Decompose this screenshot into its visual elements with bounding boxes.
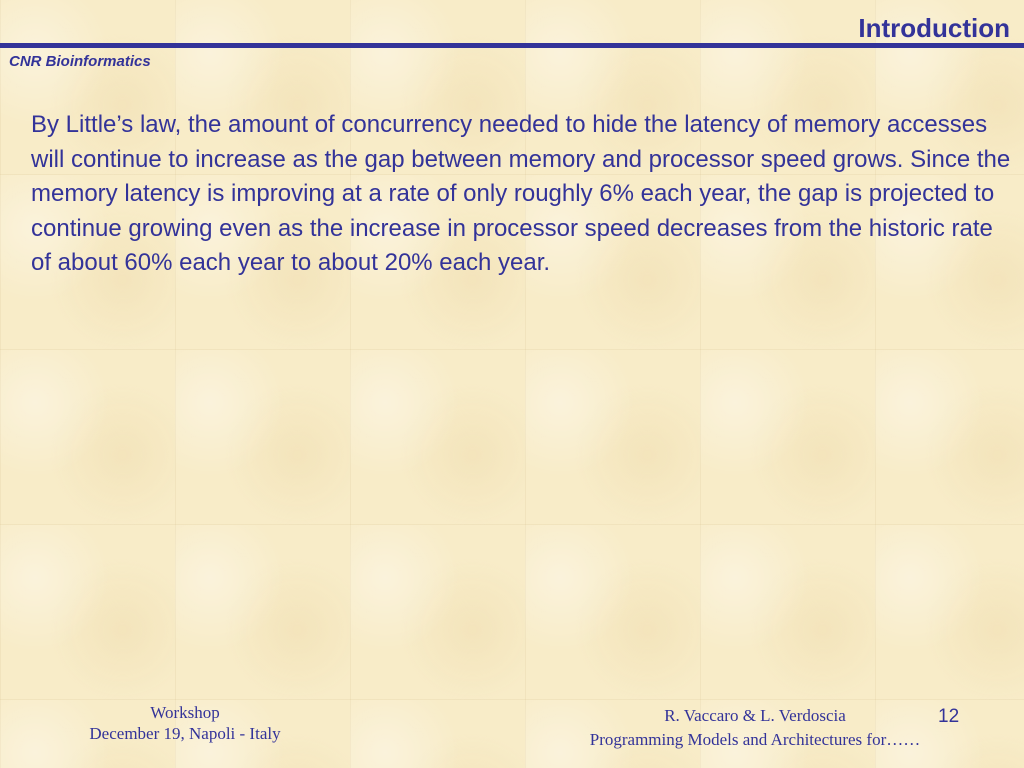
footer-authors: R. Vaccaro & L. Verdoscia xyxy=(664,706,846,725)
footer-date-place: December 19, Napoli - Italy xyxy=(89,724,281,743)
slide-title: Introduction xyxy=(858,13,1010,43)
organization-label: CNR Bioinformatics xyxy=(9,53,151,70)
page-number: 12 xyxy=(938,706,960,727)
title-divider xyxy=(0,43,1024,48)
footer-author-info xyxy=(545,704,965,752)
footer-event-info xyxy=(55,702,315,744)
footer-event: Workshop xyxy=(150,703,220,722)
footer-talk-title: Programming Models and Architectures for…… xyxy=(589,730,921,749)
body-paragraph: By Little’s law, the amount of concurrency needed to hide the latency of memory accesses will continue to increase as the gap between memory and processor speed grows. Since the memory latency is improving at a rate of only roughly 6% each year, the gap is projected to continue growing even as the increase in processor speed decreases from the historic rate of about 60% each year to about 20% each year. xyxy=(31,111,1011,276)
